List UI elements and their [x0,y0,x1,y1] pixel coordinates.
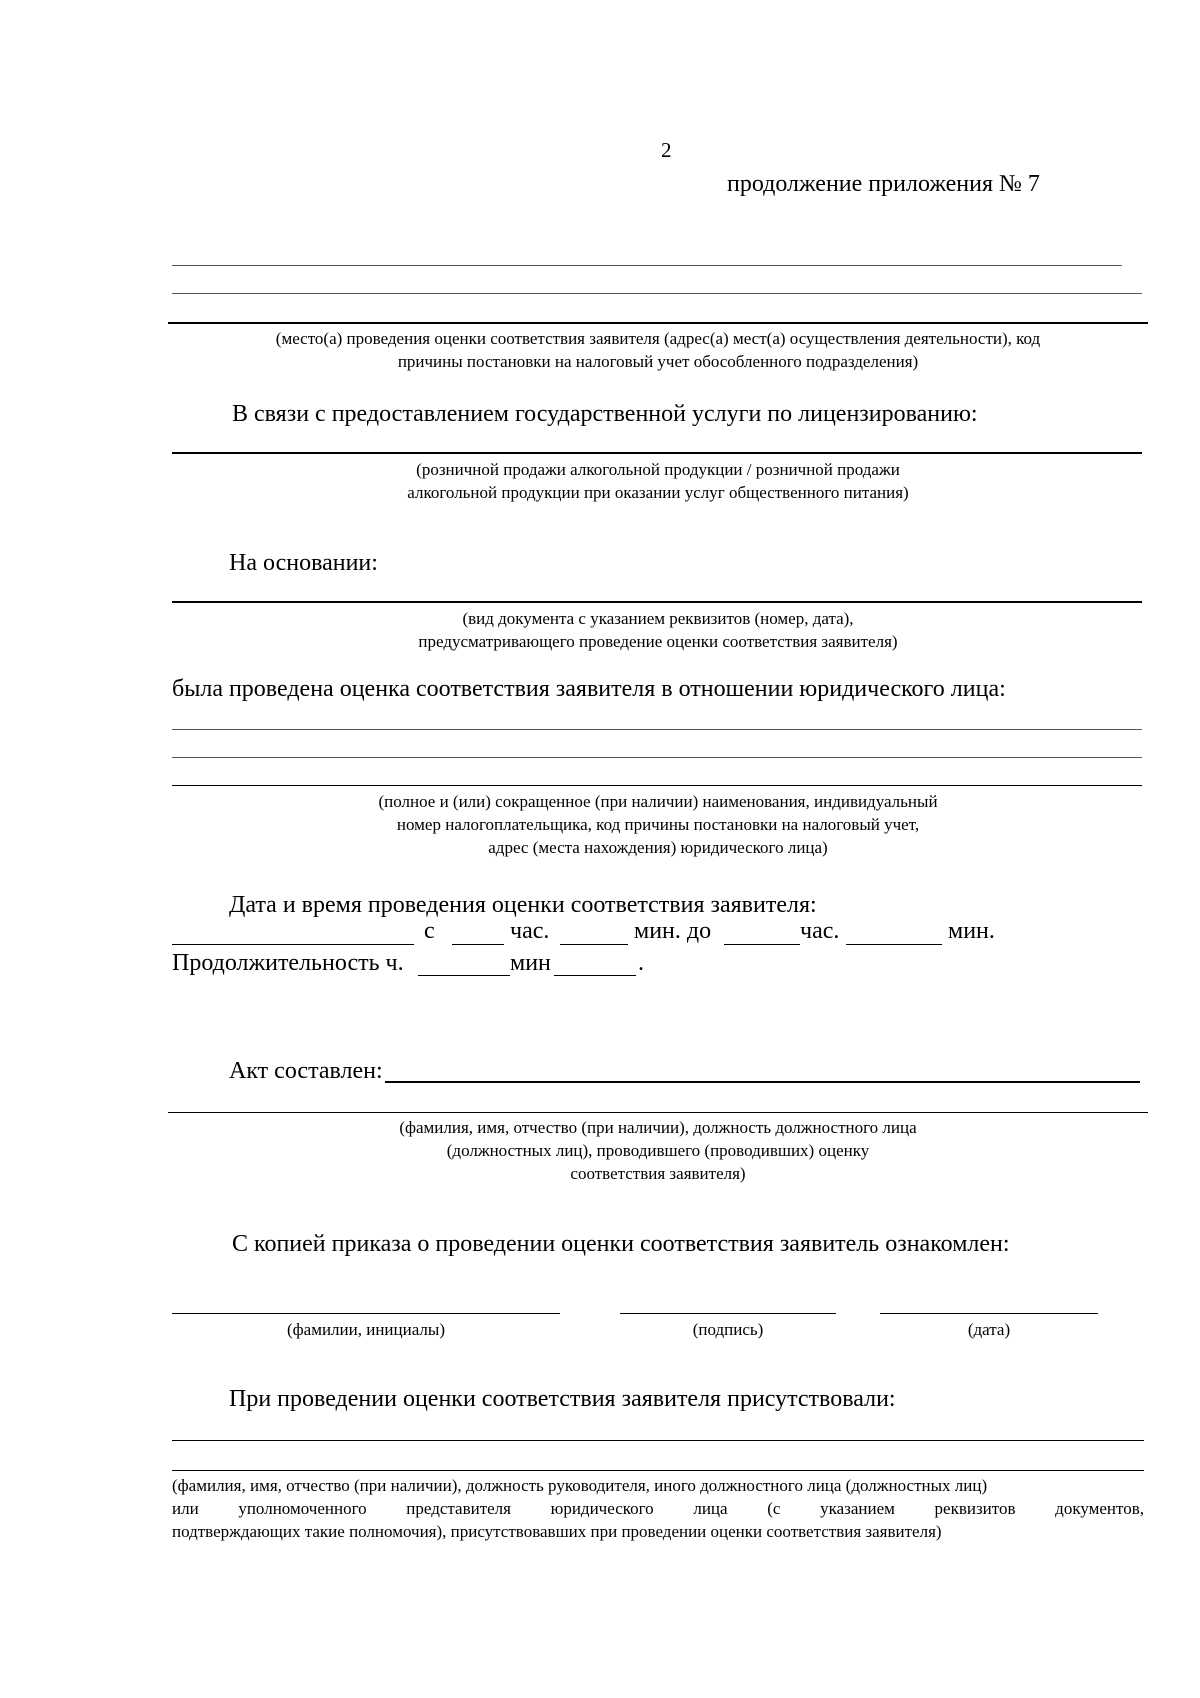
place-caption-line-1: (место(а) проведения оценки соответствия заявителя (адрес(а) мест(а) осуществления деятельности), код [275,329,1041,348]
basis-fill-line[interactable] [172,601,1142,603]
entity-fill-line-3[interactable] [172,785,1142,786]
entity-caption-line-1: (полное и (или) сокращенное (при наличии) наименования, индивидуальный [378,792,938,811]
names-fill-line[interactable] [172,1313,560,1314]
act-caption-line-1: (фамилия, имя, отчество (при наличии), должность должностного лица [399,1118,917,1137]
end-min-line[interactable] [846,944,942,945]
min-label: мин. [948,918,995,944]
names-caption: (фамилии, инициалы) [286,1320,445,1339]
duration-end: . [638,950,644,976]
act-label: Акт составлен: [229,1058,383,1084]
service-fill-line[interactable] [172,452,1142,454]
date-sign-fill-line[interactable] [880,1313,1098,1314]
present-caption-line-2: или уполномоченного представителя юридического лица (с указанием реквизитов документов, [172,1499,1144,1518]
act-fill-line-1[interactable] [385,1081,1140,1083]
signature-fill-line[interactable] [620,1313,836,1314]
duration-label: Продолжительность ч. [172,950,404,976]
date-fill-line[interactable] [172,944,414,945]
place-fill-line-2[interactable] [172,293,1142,294]
entity-fill-line-2[interactable] [172,757,1142,758]
continuation-title: продолжение приложения № 7 [727,171,1040,197]
hour-label-2: час. [800,918,840,944]
page-number: 2 [661,138,672,162]
signature-caption: (подпись) [692,1320,764,1339]
act-fill-line-2[interactable] [168,1112,1148,1113]
duration-min-line[interactable] [554,975,636,976]
place-fill-line-3[interactable] [168,322,1148,324]
service-caption-line-2: алкогольной продукции при оказании услуг общественного питания) [407,483,909,502]
start-hour-line[interactable] [452,944,504,945]
act-caption-line-3: соответствия заявителя) [570,1164,746,1183]
entity-caption-line-3: адрес (места нахождения) юридического лица) [488,838,828,857]
entity-fill-line-1[interactable] [172,729,1142,730]
date-caption: (дата) [967,1320,1011,1339]
present-fill-line-2[interactable] [172,1470,1144,1471]
duration-hours-line[interactable] [418,975,510,976]
basis-caption-line-1: (вид документа с указанием реквизитов (номер, дата), [462,609,854,628]
service-heading: В связи с предоставлением государственной услуги по лицензированию: [232,401,978,427]
present-caption-line-1: (фамилия, имя, отчество (при наличии), должность руководителя, иного должностного лица (должностных лиц) [172,1476,988,1495]
from-label: с [424,918,435,944]
min-to-label: мин. до [634,918,712,944]
place-caption-line-2: причины постановки на налоговый учет обособленного подразделения) [397,352,919,371]
entity-caption-line-2: номер налогоплательщика, код причины постановки на налоговый учет, [396,815,920,834]
present-heading: При проведении оценки соответствия заявителя присутствовали: [229,1386,896,1412]
basis-heading: На основании: [229,550,378,576]
service-caption-line-1: (розничной продажи алкогольной продукции / розничной продажи [416,460,900,479]
present-fill-line-1[interactable] [172,1440,1144,1441]
present-caption-line-3: подтверждающих такие полномочия), присутствовавших при проведении оценки соответствия заявителя) [172,1522,942,1541]
order-heading: С копией приказа о проведении оценки соответствия заявитель ознакомлен: [232,1231,1010,1257]
place-fill-line-1[interactable] [172,265,1122,266]
start-min-line[interactable] [560,944,628,945]
hour-label: час. [510,918,550,944]
act-caption-line-2: (должностных лиц), проводившего (проводивших) оценку [446,1141,870,1160]
basis-caption-line-2: предусматривающего проведение оценки соответствия заявителя) [418,632,898,651]
duration-min-label: мин [510,950,551,976]
datetime-heading: Дата и время проведения оценки соответствия заявителя: [229,892,817,918]
end-hour-line[interactable] [724,944,800,945]
entity-heading: была проведена оценка соответствия заявителя в отношении юридического лица: [172,676,1006,702]
